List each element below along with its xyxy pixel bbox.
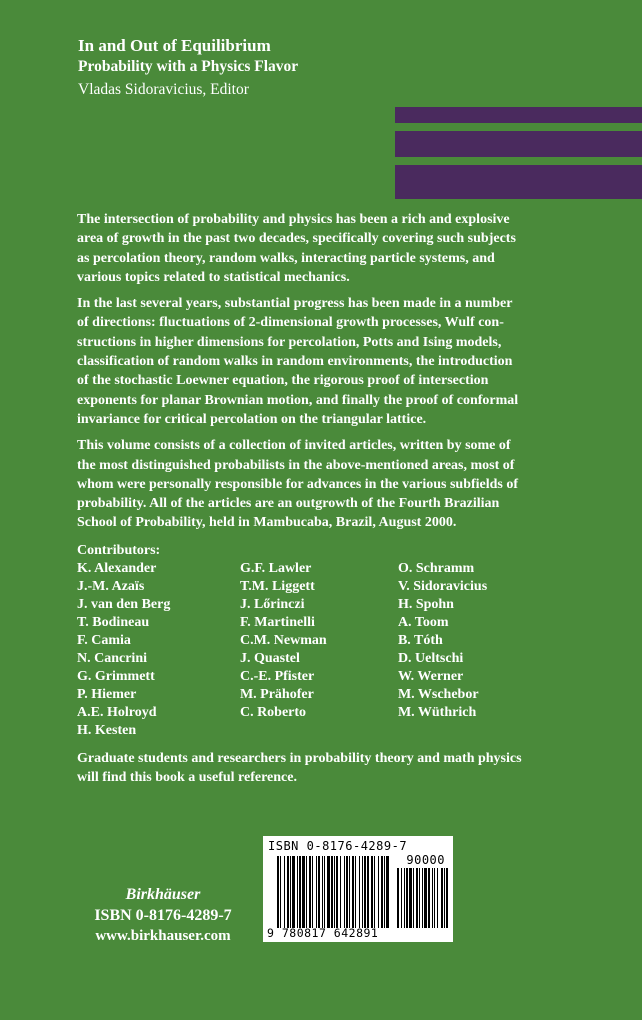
- barcode-bar: [384, 856, 385, 928]
- contributor-name: O. Schramm: [397, 561, 475, 576]
- barcode-bar: [327, 856, 330, 928]
- barcode-bar: [316, 856, 317, 928]
- contributors-column-2: [240, 560, 398, 740]
- barcode-bar: [419, 868, 420, 928]
- barcode-bar: [441, 868, 443, 928]
- description-paragraph-1: The intersection of probability and physics has been a rich and explosive area of growth in the past two decades, specifically covering such subjects as percolation theory, random walks, interacting particle systems, and various topics related to statistical mechanics.: [77, 212, 516, 285]
- contributor-name: J. van den Berg: [77, 597, 171, 612]
- contributor-name: N. Cancrini: [77, 651, 147, 666]
- barcode-bar: [359, 856, 360, 928]
- barcode-bar: [381, 856, 383, 928]
- barcode-bar: [309, 856, 311, 928]
- barcode-bar: [334, 856, 335, 928]
- contributor-name: V. Sidoravicius: [397, 579, 488, 594]
- barcode-bar: [362, 856, 363, 928]
- contributor-name: C. Roberto: [239, 705, 307, 720]
- contributor-name: J. Lőrinczi: [239, 597, 305, 612]
- barcode-bar: [432, 868, 433, 928]
- barcode-bar: [346, 856, 348, 928]
- closing-note: Graduate students and researchers in probability theory and math physics will find this book a useful reference.: [77, 751, 522, 786]
- title-block: [78, 36, 298, 100]
- barcode-bar: [287, 856, 289, 928]
- description-paragraph-2: In the last several years, substantial progress has been made in a number of directions: fluctuations of 2-dimensional growth processes, Wulf con- structions in higher dimensions for percolation, Potts and Ising models, classification of random walks in random environments, the introduction of the stochastic Loewner equation, the rigorous proof of intersection exponents for planar Brownian motion, and finally the proof of conformal invariance for critical percolation on the triangular lattice.: [77, 296, 519, 427]
- contributors-heading: Contributors:: [77, 543, 161, 558]
- barcode-bar: [404, 868, 405, 928]
- barcode-bar: [331, 856, 333, 928]
- barcode-bar: [340, 856, 341, 928]
- contributor-name: T.M. Liggett: [239, 579, 315, 594]
- barcode-bar: [428, 868, 430, 928]
- barcode-bar: [409, 868, 412, 928]
- barcode-bar: [312, 856, 313, 928]
- barcode-bar: [386, 856, 389, 928]
- contributor-name: P. Hiemer: [77, 687, 137, 702]
- contributor-name: D. Ueltschi: [397, 651, 464, 666]
- barcode-bar: [349, 856, 350, 928]
- contributor-name: M. Prähofer: [239, 687, 314, 702]
- publisher-name: Birkhäuser: [125, 886, 201, 903]
- barcode-bar: [318, 856, 320, 928]
- accent-bar-1: [395, 107, 642, 123]
- barcode-bar: [336, 856, 338, 928]
- contributor-name: A. Toom: [397, 615, 449, 630]
- barcode-bar: [446, 868, 448, 928]
- barcode-bar: [322, 856, 323, 928]
- contributor-name: F. Camia: [77, 633, 131, 648]
- description: [77, 210, 617, 540]
- barcode-bar: [397, 868, 399, 928]
- contributors-section: [77, 542, 547, 740]
- barcode-bar: [280, 856, 281, 928]
- contributor-name: G.F. Lawler: [239, 561, 312, 576]
- barcode-bar: [413, 868, 414, 928]
- contributor-name: H. Spohn: [397, 597, 454, 612]
- barcode-addon-code: 90000: [406, 853, 445, 867]
- barcode-bar: [416, 868, 418, 928]
- barcode-bar: [444, 868, 445, 928]
- book-title: In and Out of Equilibrium: [78, 36, 271, 55]
- barcode-bar: [434, 868, 435, 928]
- publisher-block: [78, 884, 248, 947]
- barcode-bar: [374, 856, 375, 928]
- barcode-bar: [371, 856, 373, 928]
- barcode-bar: [299, 856, 301, 928]
- contributor-name: H. Kesten: [77, 723, 137, 738]
- publisher-url: www.birkhauser.com: [95, 928, 231, 944]
- description-paragraph-3: This volume consists of a collection of invited articles, written by some of the most distinguished probabilists in the above-mentioned areas, most of whom were personally responsible for advances in the various subfields of probability. All of the articles are an outgrowth of the Fourth Brazilian School of Probability, held in Mambucaba, Brazil, August 2000.: [77, 438, 519, 531]
- barcode-bar: [367, 856, 369, 928]
- barcode-bar: [344, 856, 345, 928]
- barcode-bar: [306, 856, 307, 928]
- contributor-name: C.M. Newman: [239, 633, 327, 648]
- contributor-name: M. Wüthrich: [397, 705, 477, 720]
- barcode-bar: [292, 856, 295, 928]
- contributor-name: W. Werner: [397, 669, 464, 684]
- contributor-name: A.E. Holroyd: [77, 705, 157, 720]
- contributor-name: T. Bodineau: [77, 615, 150, 630]
- barcode-bar: [424, 868, 427, 928]
- contributor-name: J.-M. Azaïs: [77, 579, 145, 594]
- contributors-column-1: [77, 560, 240, 740]
- barcode-bar: [352, 856, 354, 928]
- barcode-bar: [284, 856, 285, 928]
- barcode-bar: [324, 856, 325, 928]
- barcode-bar: [297, 856, 298, 928]
- barcode-bar: [277, 856, 279, 928]
- contributor-name: K. Alexander: [77, 561, 157, 576]
- barcode-bar: [422, 868, 423, 928]
- contributor-name: M. Wschebor: [397, 687, 479, 702]
- book-subtitle: Probability with a Physics Flavor: [78, 58, 299, 75]
- contributor-name: J. Quastel: [239, 651, 300, 666]
- barcode-bar: [355, 856, 356, 928]
- barcode-bar: [401, 868, 402, 928]
- publisher-isbn: ISBN 0-8176-4289-7: [94, 907, 232, 924]
- barcode-bar: [302, 856, 305, 928]
- contributors-columns: [77, 560, 547, 740]
- contributor-name: B. Tóth: [397, 633, 443, 648]
- accent-bar-3: [395, 165, 642, 199]
- accent-bar-2: [395, 131, 642, 157]
- barcode-bar: [378, 856, 379, 928]
- barcode-bar: [437, 868, 438, 928]
- contributor-name: G. Grimmett: [77, 669, 155, 684]
- barcode-bar: [364, 856, 366, 928]
- barcode-bar: [406, 868, 408, 928]
- contributors-column-3: [398, 560, 547, 740]
- barcode-isbn-label: ISBN 0-8176-4289-7: [268, 839, 408, 853]
- barcode-ean-digits: 9 780817 642891: [267, 926, 379, 940]
- barcode-bar: [290, 856, 291, 928]
- book-editor: Vladas Sidoravicius, Editor: [78, 81, 249, 98]
- contributor-name: F. Martinelli: [239, 615, 315, 630]
- contributor-name: C.-E. Pfister: [239, 669, 315, 684]
- barcode-box: [263, 836, 453, 942]
